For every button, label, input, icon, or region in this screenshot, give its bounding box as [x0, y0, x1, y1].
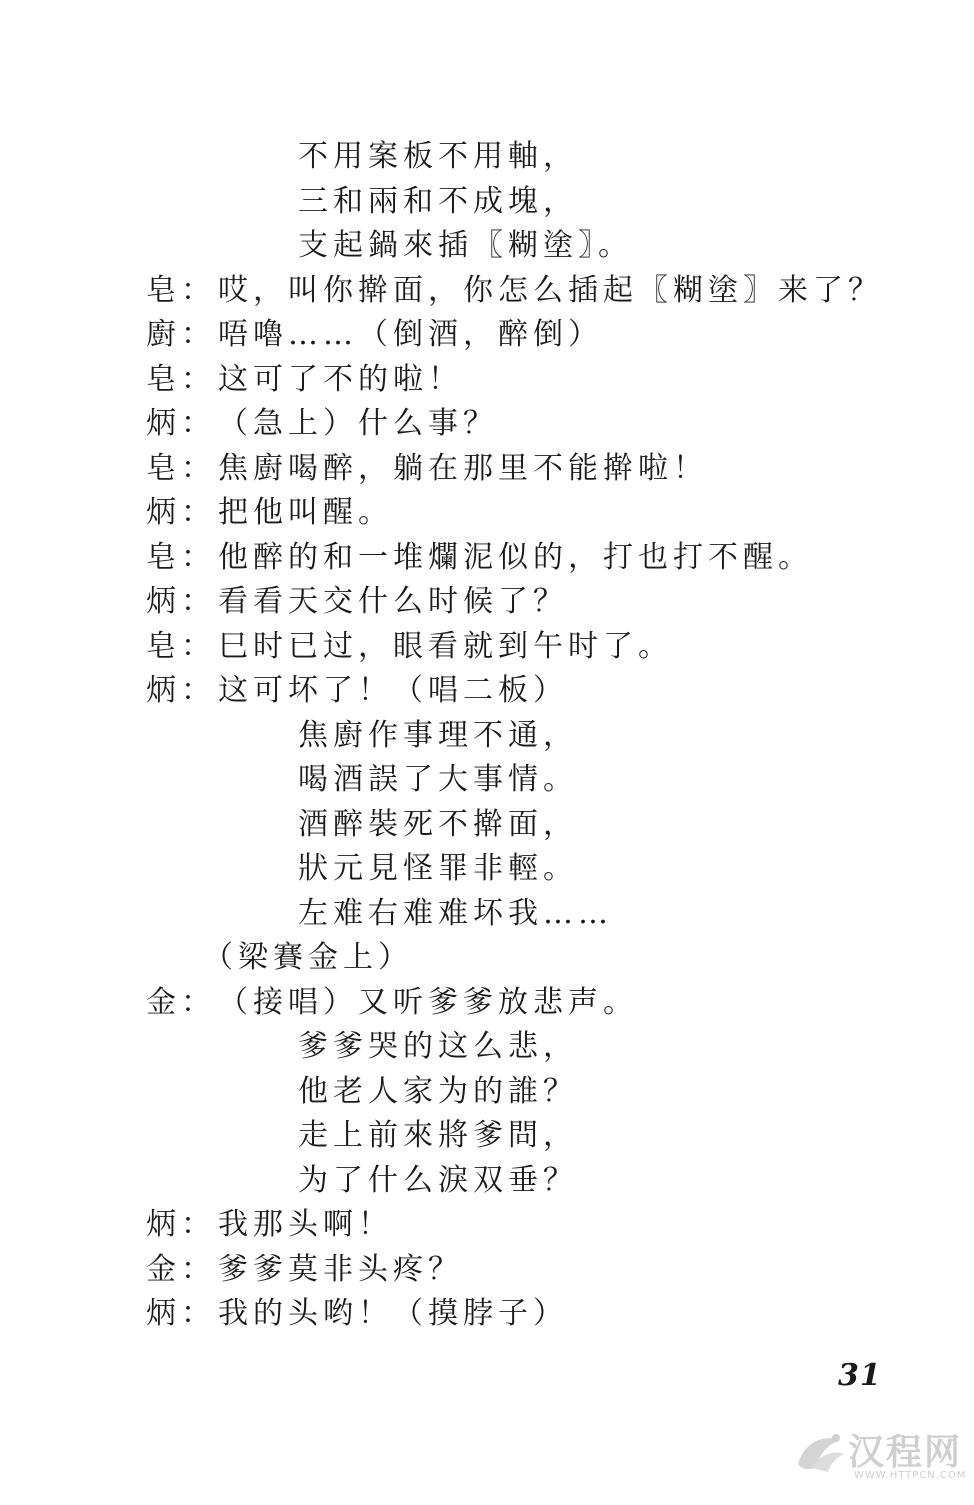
verse-line — [298, 894, 613, 934]
dialogue-line — [146, 449, 708, 489]
line-text: 看看天交什么时候了？ — [218, 584, 568, 619]
verse-line — [298, 716, 578, 756]
line-text: 不用案板不用軸， — [298, 139, 578, 174]
speaker-name: 皂 — [146, 629, 181, 664]
speaker-name: 炳 — [146, 673, 181, 708]
line-text: 我那头啊！ — [218, 1207, 393, 1242]
line-text: 喝酒誤了大事情。 — [298, 762, 578, 797]
line-text: 这可坏了！（唱二板） — [218, 673, 568, 708]
speaker-name: 金 — [146, 1252, 181, 1287]
dialogue-line — [146, 671, 568, 711]
speaker-name: 皂 — [146, 362, 181, 397]
speaker-separator: ： — [181, 1296, 216, 1331]
line-text: （梁賽金上） — [203, 940, 413, 975]
speaker-name: 皂 — [146, 273, 181, 308]
watermark-url: WWW.HTTPCN.COM — [854, 1470, 967, 1481]
speaker-separator: ： — [181, 629, 216, 664]
line-text: （急上）什么事？ — [218, 406, 498, 441]
line-text: 哎，叫你擀面，你怎么插起〖糊塗〗来了？ — [218, 273, 883, 308]
speaker-separator: ： — [181, 495, 216, 530]
line-text: （接唱）又听爹爹放悲声。 — [218, 985, 638, 1020]
speaker-separator: ： — [181, 1207, 216, 1242]
dialogue-line — [146, 271, 883, 311]
speaker-separator: ： — [181, 362, 216, 397]
dialogue-line — [146, 627, 673, 667]
verse-line — [298, 1161, 578, 1201]
line-text: 巳时已过，眼看就到午时了。 — [218, 629, 673, 664]
watermark — [790, 1418, 970, 1498]
dialogue-line — [146, 315, 603, 355]
verse-line — [298, 137, 578, 177]
line-text: 三和兩和不成塊， — [298, 184, 578, 219]
line-text: 支起鍋來插〖糊塗〗。 — [298, 228, 633, 263]
page-number: 31 — [838, 1358, 882, 1393]
speaker-separator: ： — [181, 451, 216, 486]
line-text: 左难右难难坏我…… — [298, 896, 613, 931]
speaker-separator: ： — [181, 406, 216, 441]
line-text: 这可了不的啦！ — [218, 362, 463, 397]
verse-line — [298, 1116, 578, 1156]
line-text: 把他叫醒。 — [218, 495, 393, 530]
line-text: 狀元見怪罪非輕。 — [298, 851, 578, 886]
dialogue-line — [146, 538, 813, 578]
speaker-separator: ： — [181, 317, 216, 352]
speaker-name: 炳 — [146, 1207, 181, 1242]
line-text: 为了什么淚双垂？ — [298, 1163, 578, 1198]
line-text: 焦廚喝醉，躺在那里不能擀啦！ — [218, 451, 708, 486]
speaker-name: 炳 — [146, 1296, 181, 1331]
verse-line — [298, 849, 578, 889]
dialogue-line — [146, 582, 568, 622]
line-text: 焦廚作事理不通， — [298, 718, 578, 753]
verse-line — [298, 1072, 578, 1112]
dialogue-line — [146, 1205, 393, 1245]
verse-line — [298, 182, 578, 222]
speaker-name: 金 — [146, 985, 181, 1020]
speaker-name: 炳 — [146, 406, 181, 441]
line-text: 唔嚕……（倒酒，醉倒） — [218, 317, 603, 352]
speaker-name: 炳 — [146, 495, 181, 530]
watermark-text: 汉程网 — [848, 1432, 963, 1473]
speaker-name: 炳 — [146, 584, 181, 619]
speaker-separator: ： — [181, 584, 216, 619]
verse-line — [298, 226, 633, 266]
line-text: 爹爹莫非头疼？ — [218, 1252, 463, 1287]
verse-line — [298, 760, 578, 800]
speaker-separator: ： — [181, 673, 216, 708]
speaker-separator: ： — [181, 985, 216, 1020]
line-text: 酒醉裝死不擀面， — [298, 807, 578, 842]
line-text: 走上前來將爹問， — [298, 1118, 578, 1153]
speaker-name: 廚 — [146, 317, 181, 352]
stage-direction-line — [203, 938, 413, 978]
dialogue-line — [146, 360, 463, 400]
watermark-logo-icon — [790, 1424, 850, 1484]
speaker-separator: ： — [181, 273, 216, 308]
line-text: 我的头哟！（摸脖子） — [218, 1296, 568, 1331]
dialogue-line — [146, 404, 498, 444]
verse-line — [298, 805, 578, 845]
dialogue-line — [146, 1294, 568, 1334]
line-text: 爹爹哭的这么悲， — [298, 1029, 578, 1064]
speaker-name: 皂 — [146, 540, 181, 575]
dialogue-line — [146, 493, 393, 533]
dialogue-line — [146, 983, 638, 1023]
speaker-name: 皂 — [146, 451, 181, 486]
speaker-separator: ： — [181, 1252, 216, 1287]
verse-line — [298, 1027, 578, 1067]
line-text: 他老人家为的誰？ — [298, 1074, 578, 1109]
line-text: 他醉的和一堆爛泥似的，打也打不醒。 — [218, 540, 813, 575]
dialogue-line — [146, 1250, 463, 1290]
speaker-separator: ： — [181, 540, 216, 575]
